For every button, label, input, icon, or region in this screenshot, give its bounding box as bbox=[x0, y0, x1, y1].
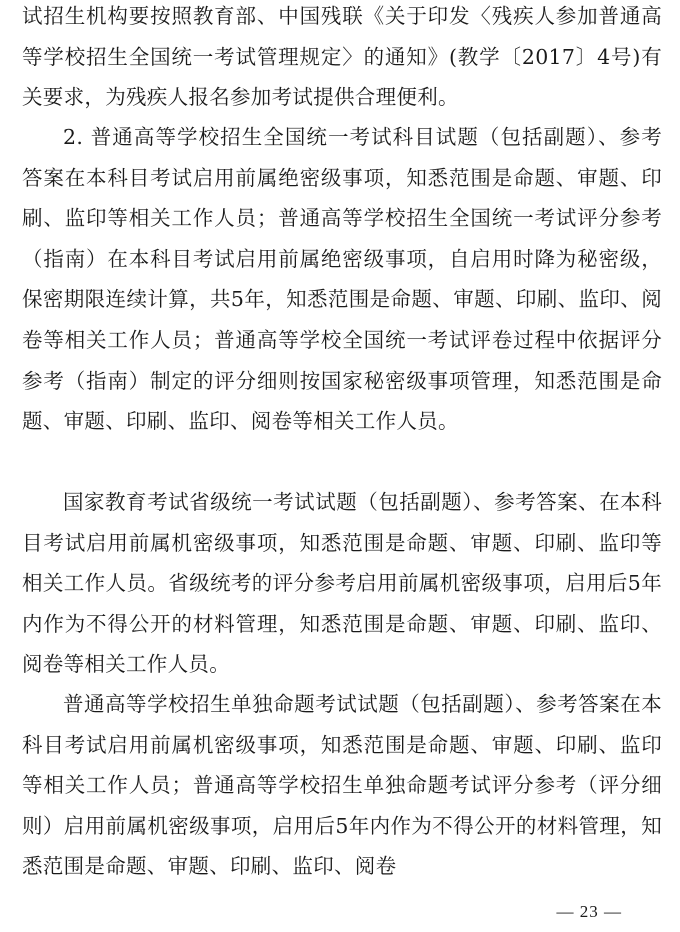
paragraph-independent-exam: 普通高等学校招生单独命题考试试题（包括副题）、参考答案在本科目考试启用前属机密级事项，知悉范围是命题、审题、印刷、监印等相关工作人员；普通高等学校招生单独命题考试评分参考（评分细则）启用前属机密级事项，启用后5年内作为不得公开的材料管理，知悉范围是命题、审题、印刷、监印、阅卷 bbox=[22, 692, 662, 879]
paragraph-continuation: 试招生机构要按照教育部、中国残联《关于印发〈残疾人参加普通高等学校招生全国统一考试管理规定〉的通知》(教学〔2017〕4号)有关要求，为残疾人报名参加考试提供合理便利。 bbox=[22, 4, 662, 110]
page-number: — 23 — bbox=[556, 902, 622, 921]
paragraph-item-2: 2. 普通高等学校招生全国统一考试科目试题（包括副题）、参考答案在本科目考试启用前属绝密级事项，知悉范围是命题、审题、印刷、监印等相关工作人员；普通高等学校招生全国统一考试评分参考（指南）在本科目考试启用前属绝密级事项，自启用时降为秘密级，保密期限连续计算，共5年，知悉范围是命题、审题、印刷、监印、阅卷等相关工作人员；普通高等学校全国统一考试评卷过程中依据评分参考（指南）制定的评分细则按国家秘密级事项管理，知悉范围是命题、审题、印刷、监印、阅卷等相关工作人员。 bbox=[22, 125, 662, 434]
paragraph-provincial-exam: 国家教育考试省级统一考试试题（包括副题）、参考答案、在本科目考试启用前属机密级事项，知悉范围是命题、审题、印刷、监印等相关工作人员。省级统考的评分参考启用前属机密级事项，启用后5年内作为不得公开的材料管理，知悉范围是命题、审题、印刷、监印、阅卷等相关工作人员。 bbox=[22, 490, 662, 677]
document-page bbox=[22, 0, 662, 932]
